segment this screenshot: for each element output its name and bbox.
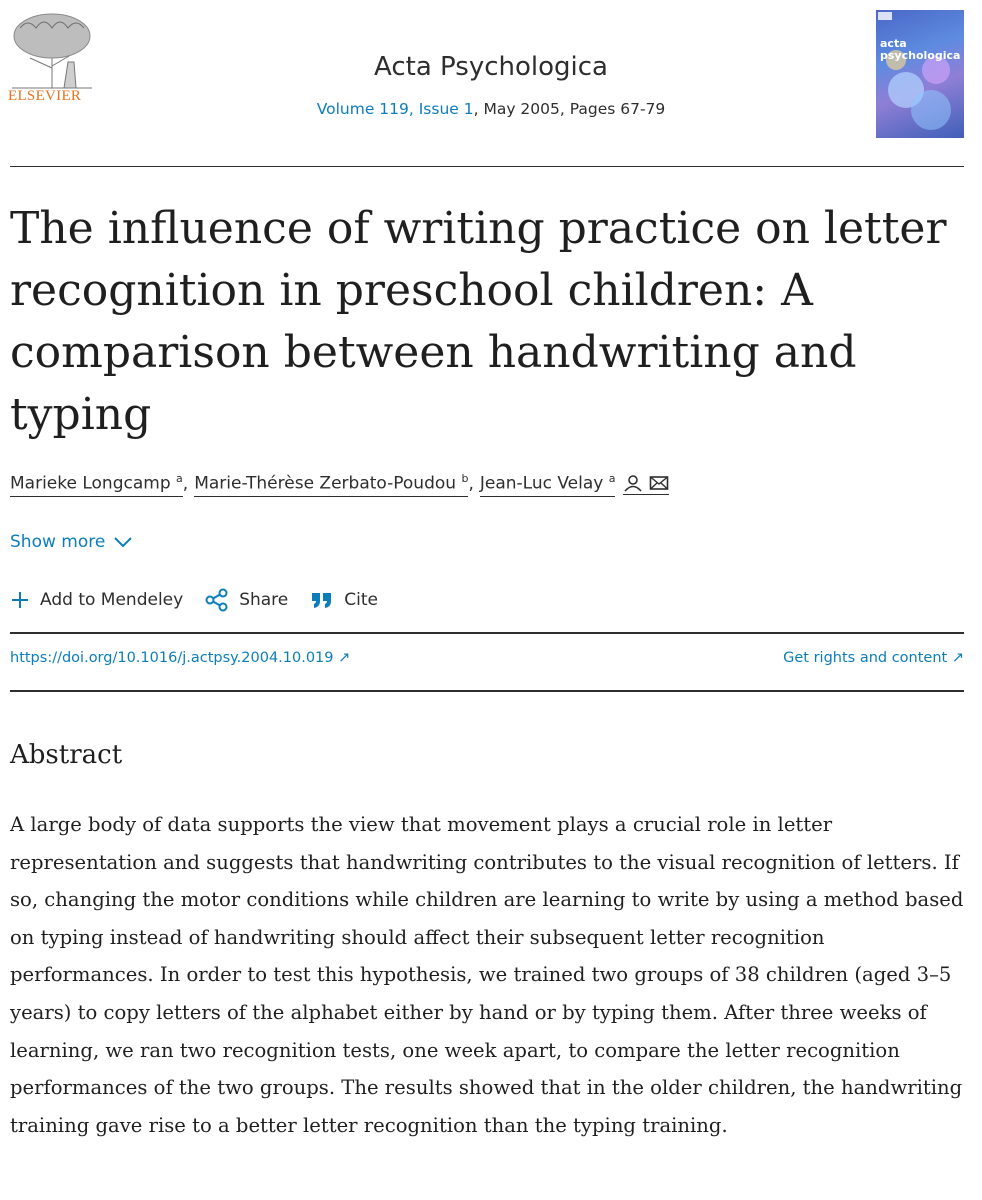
- author-link[interactable]: [10, 472, 183, 497]
- journal-issue-info: [0, 100, 982, 118]
- journal-header: [0, 0, 982, 168]
- corresponding-author-icons[interactable]: [623, 474, 669, 495]
- author-name: Jean-Luc Velay: [479, 473, 604, 494]
- abstract-heading: Abstract: [10, 740, 123, 770]
- add-to-mendeley-label: Add to Mendeley: [40, 590, 184, 610]
- person-icon: [623, 474, 643, 492]
- rights-label: Get rights and content: [783, 650, 948, 666]
- author-separator: ,: [182, 474, 189, 495]
- affiliation-marker: a: [608, 472, 616, 485]
- abstract-text: A large body of data supports the view that movement plays a crucial role in letter representation and suggests that handwriting contributes to the visual recognition of letters. If so, changing the motor conditions while children are learning to write by using a method based on typing instead of handwriting should affect their subsequent letter recognition performances. In order to test this hypothesis, we trained two groups of 38 children (aged 3–5 years) to copy letters of the alphabet either by hand or by typing them. After three weeks of learning, we ran two recognition tests, one week apart, to compare the letter recognition performances of the two groups. The results showed that in the older children, the handwriting training gave rise to a better letter recognition than the typing training.: [10, 813, 964, 1137]
- cite-button[interactable]: [310, 590, 378, 610]
- elsevier-wordmark: ELSEVIER: [8, 88, 82, 104]
- cite-label: Cite: [344, 590, 378, 610]
- author-separator: ,: [468, 474, 474, 495]
- share-label: Share: [239, 590, 289, 610]
- show-more-label: Show more: [10, 532, 106, 552]
- share-icon: [205, 588, 229, 612]
- date-pages: , May 2005, Pages 67-79: [473, 100, 666, 118]
- author-link[interactable]: [480, 472, 616, 497]
- external-link-icon: ↗: [338, 650, 351, 666]
- author-link[interactable]: [194, 472, 468, 497]
- doi-divider: [10, 690, 964, 692]
- affiliation-marker: a: [176, 472, 183, 485]
- volume-issue-link[interactable]: Volume 119, Issue 1: [316, 100, 474, 118]
- journal-title[interactable]: Acta Psychologica: [374, 52, 608, 82]
- get-rights-link[interactable]: [783, 650, 964, 666]
- author-name: Marie-Thérèse Zerbato-Poudou: [194, 473, 457, 494]
- external-link-icon: ↗: [951, 650, 964, 666]
- email-icon: [649, 475, 669, 491]
- author-name: Marieke Longcamp: [10, 473, 171, 494]
- show-more-toggle[interactable]: [10, 532, 133, 552]
- article-title: The influence of writing practice on letter recognition in preschool children: A comparison between handwriting and typing: [10, 203, 947, 440]
- doi-text: https://doi.org/10.1016/j.actpsy.2004.10.019: [10, 650, 334, 666]
- cover-art-icon: [876, 10, 964, 138]
- affiliation-marker: b: [461, 472, 469, 485]
- doi-link[interactable]: [10, 650, 350, 666]
- header-divider: [10, 166, 964, 167]
- add-to-mendeley-button[interactable]: [10, 590, 183, 610]
- chevron-down-icon: [113, 536, 133, 548]
- cover-title: acta psychologica: [880, 37, 961, 62]
- journal-cover-image[interactable]: [876, 10, 964, 138]
- article-actions: [10, 588, 378, 612]
- actions-divider: [10, 632, 964, 634]
- share-button[interactable]: [205, 588, 288, 612]
- plus-icon: [10, 590, 30, 610]
- quote-icon: [310, 591, 334, 609]
- author-list: [10, 472, 669, 497]
